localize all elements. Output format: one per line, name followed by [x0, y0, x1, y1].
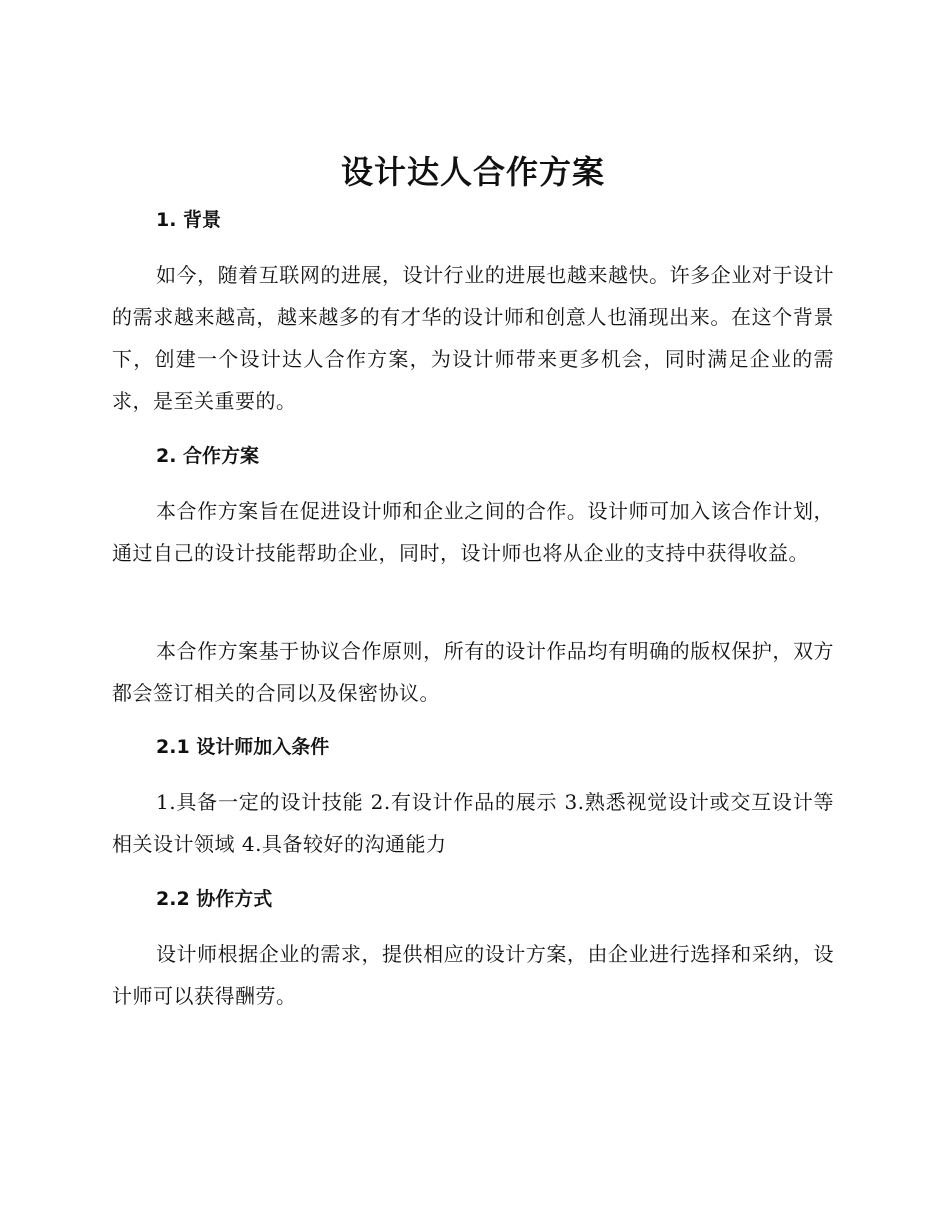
- document-title: 设计达人合作方案: [340, 153, 605, 191]
- section-heading-background: 1. 背景: [156, 209, 222, 231]
- section-heading-join-conditions: 2.1 设计师加入条件: [156, 736, 330, 758]
- paragraph-cooperation-purpose: 本合作方案旨在促进设计师和企业之间的合作。设计师可加入该合作计划，通过自己的设计技能帮助企业，同时，设计师也将从企业的支持中获得收益。: [112, 499, 834, 565]
- section-heading-cooperation-plan: 2. 合作方案: [156, 445, 260, 467]
- paragraph-join-conditions: 1.具备一定的设计技能 2.有设计作品的展示 3.熟悉视觉设计或交互设计等相关设计领域 4.具备较好的沟通能力: [112, 790, 834, 856]
- paragraph-cooperation-principle: 本合作方案基于协议合作原则，所有的设计作品均有明确的版权保护，双方都会签订相关的合同以及保密协议。: [112, 639, 834, 705]
- paragraph-background: 如今，随着互联网的进展，设计行业的进展也越来越快。许多企业对于设计的需求越来越高，越来越多的有才华的设计师和创意人也涌现出来。在这个背景下，创建一个设计达人合作方案，为设计师带来更多机会，同时满足企业的需求，是至关重要的。: [112, 263, 834, 413]
- paragraph-collaboration-method: 设计师根据企业的需求，提供相应的设计方案，由企业进行选择和采纳，设计师可以获得酬劳。: [112, 942, 834, 1008]
- section-heading-collaboration-method: 2.2 协作方式: [156, 888, 273, 910]
